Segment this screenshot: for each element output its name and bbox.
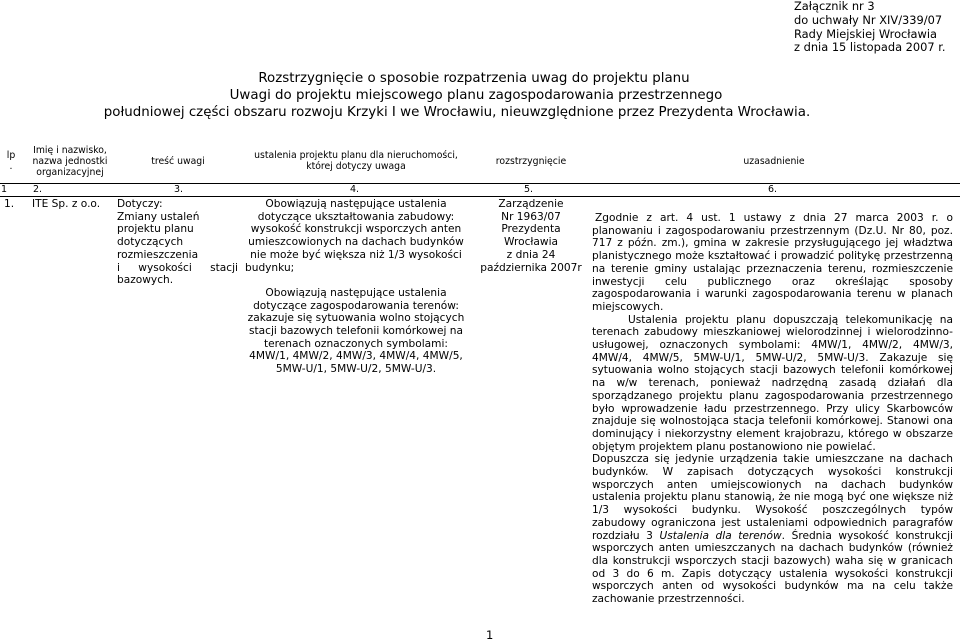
content-line: i wysokości stacji: [117, 261, 238, 274]
header-lp: [0, 140, 22, 182]
content-line: projektu planu: [117, 223, 194, 236]
header-content-text: treść uwagi: [151, 155, 205, 167]
plan-line: Obowiązują następujące ustalenia: [265, 198, 447, 210]
row-justification: [592, 212, 953, 606]
table-rule: [0, 183, 960, 184]
page-number: 1: [486, 628, 494, 642]
content-line: bazowych.: [117, 274, 174, 287]
column-number: 2.: [33, 184, 43, 195]
content-line: dotyczących: [117, 236, 184, 249]
justification-text: . Średnia wysokość konstrukcji wsporczych anten umieszczanych na dachach budynków (również dla konstrukcji wsporczych stacji bazowych) waha się w granicach od 3 do 6 m. Zapis dotyczący ustalenia wysokości konstrukcji wsporczych anten od wysokości budynków ma na celu także zachowanie przestrzenności.: [592, 529, 953, 606]
header-content: [118, 140, 238, 182]
plan-line: terenach oznaczonych symbolami:: [263, 337, 448, 350]
header-justification: [588, 140, 960, 182]
plan-line: nie może być większa niż 1/3 wysokości: [250, 248, 462, 261]
header-plan-text: której dotyczy uwaga: [306, 161, 406, 172]
resolution-line: Nr 1963/07: [501, 210, 561, 223]
content-line: Zmiany ustaleń: [117, 210, 200, 223]
content-line: rozmieszczenia: [117, 248, 199, 261]
justification-paragraph: Ustalenia projektu planu dopuszczają telekomunikację na terenach zabudowy mieszkaniowej wielorodzinnej i wielorodzinno-usługowej, oznaczonych symbolami: 4MW/1, 4MW/2, 4MW/3, 4MW/4, 4MW/5, 5MW-U/1, 5MW-U/2, 5MW-U/3. Zakazuje się sytuowania wolno stojących stacji bazowych telefonii komórkowej na w/w terenach, ponieważ nadrzędną zasadą działań dla sporządzanego projektu planu zagospodarowania przestrzennego było wprowadzenie ładu przestrzennego. Przy ulicy Skarbowców znajduje się wolnostojąca stacja telefonii komórkowej. Stanowi ona dominujący i niekorzystny element krajobrazu, którego w obszarze objętym projektem planu postanowiono nie powielać.: [592, 313, 953, 453]
annex-line: Rady Miejskiej Wrocławia: [794, 26, 937, 41]
column-number: 3.: [174, 184, 184, 195]
resolution-line: z dnia 24: [506, 248, 556, 261]
resolution-line: Zarządzenie: [498, 198, 564, 210]
annex-header: [794, 0, 946, 55]
justification-italic: Ustalenia dla terenów: [659, 529, 782, 542]
title-line: Rozstrzygnięcie o sposobie rozpatrzenia uwag do projektu planu: [258, 71, 690, 86]
row-name: ITE Sp. z o.o.: [32, 198, 101, 210]
plan-line: umieszcowionych na dachach budynków: [248, 236, 464, 249]
plan-line: Obowiązują następujące ustalenia: [265, 286, 447, 299]
plan-line: wysokość konstrukcji wsporczych anten: [250, 223, 462, 236]
header-name-text: organizacyjnej: [36, 166, 104, 178]
justification-text: Dopuszcza się jedynie urządzenia takie umieszczane na dachach budynków. W zapisach dotyczących wysokości konstrukcji wsporczych anten umiejscowionych na dachach budynków ustalenia projektu planu stanowią, że nie mogą być one większe niż 1/3 wysokości budynku. Wysokość poszczególnych typów zabudowy ograniczona jest ustaleniami odpowiednich paragrafów rozdziału 3: [592, 453, 953, 542]
header-plan-text: ustalenia projektu planu dla nieruchomości,: [254, 150, 458, 161]
annex-line: do uchwały Nr XIV/339/07: [794, 12, 943, 27]
annex-line: Załącznik nr 3: [794, 0, 875, 13]
plan-spacer: [238, 274, 474, 287]
column-number: 6.: [768, 184, 778, 195]
column-number: 1: [1, 184, 8, 195]
header-resolution: [474, 140, 588, 182]
title-line: południowej części obszaru rozwoju Krzyki I we Wrocławiu, nieuwzględnione przez Prezydenta Wrocławia.: [103, 105, 811, 120]
header-name-text: Imię i nazwisko,: [33, 144, 107, 156]
document-title: [0, 70, 960, 121]
column-number: 4.: [350, 184, 360, 195]
plan-line: 4MW/1, 4MW/2, 4MW/3, 4MW/4, 4MW/5,: [249, 350, 463, 363]
header-plan: [238, 140, 474, 182]
row-content: [117, 198, 238, 287]
plan-line: stacji bazowych telefonii komórkowej na: [249, 325, 463, 338]
justification-paragraph: [592, 453, 953, 605]
resolution-line: Prezydenta: [501, 223, 561, 236]
row-lp: 1.: [4, 198, 15, 210]
plan-line: zakazuje się sytuowania wolno stojących: [247, 312, 465, 325]
header-lp-text: lp: [6, 150, 16, 161]
plan-line: dotyczące zagospodarowania terenów:: [253, 299, 459, 312]
title-line: Uwagi do projektu miejscowego planu zagospodarowania przestrzennego: [229, 88, 723, 103]
annex-line: z dnia 15 listopada 2007 r.: [794, 40, 946, 55]
header-resolution-text: rozstrzygnięcie: [495, 155, 567, 167]
plan-line: 5MW-U/1, 5MW-U/2, 5MW-U/3.: [275, 363, 437, 376]
header-lp-text: .: [9, 161, 13, 172]
justification-paragraph: Zgodnie z art. 4 ust. 1 ustawy z dnia 27 marca 2003 r. o planowaniu i zagospodarowaniu przestrzennym (Dz.U. Nr 80, poz. 717 z późn. zm.), gmina w zakresie przysługującego jej władztwa planistycznego może kształtować i prowadzić politykę przestrzenną na terenie gminy ustalając przeznaczenia terenu, rozmieszczenie inwestycji celu publicznego oraz określając sposoby zagospodarowania i warunki zagospodarowania terenu w planach miejscowych.: [592, 212, 953, 313]
row-resolution: [474, 198, 588, 274]
row-plan: [238, 198, 474, 376]
content-line: Dotyczy:: [117, 198, 163, 210]
plan-line: dotyczące ukształtowania zabudowy:: [257, 210, 455, 223]
header-justification-text: uzasadnienie: [743, 155, 805, 167]
table-rule: [0, 196, 960, 197]
column-number: 5.: [524, 184, 534, 195]
resolution-line: października 2007r: [480, 261, 582, 274]
header-name-text: nazwa jednostki: [32, 155, 108, 167]
plan-line: budynku;: [245, 261, 295, 274]
header-name: [22, 140, 118, 182]
resolution-line: Wrocławia: [503, 236, 559, 249]
